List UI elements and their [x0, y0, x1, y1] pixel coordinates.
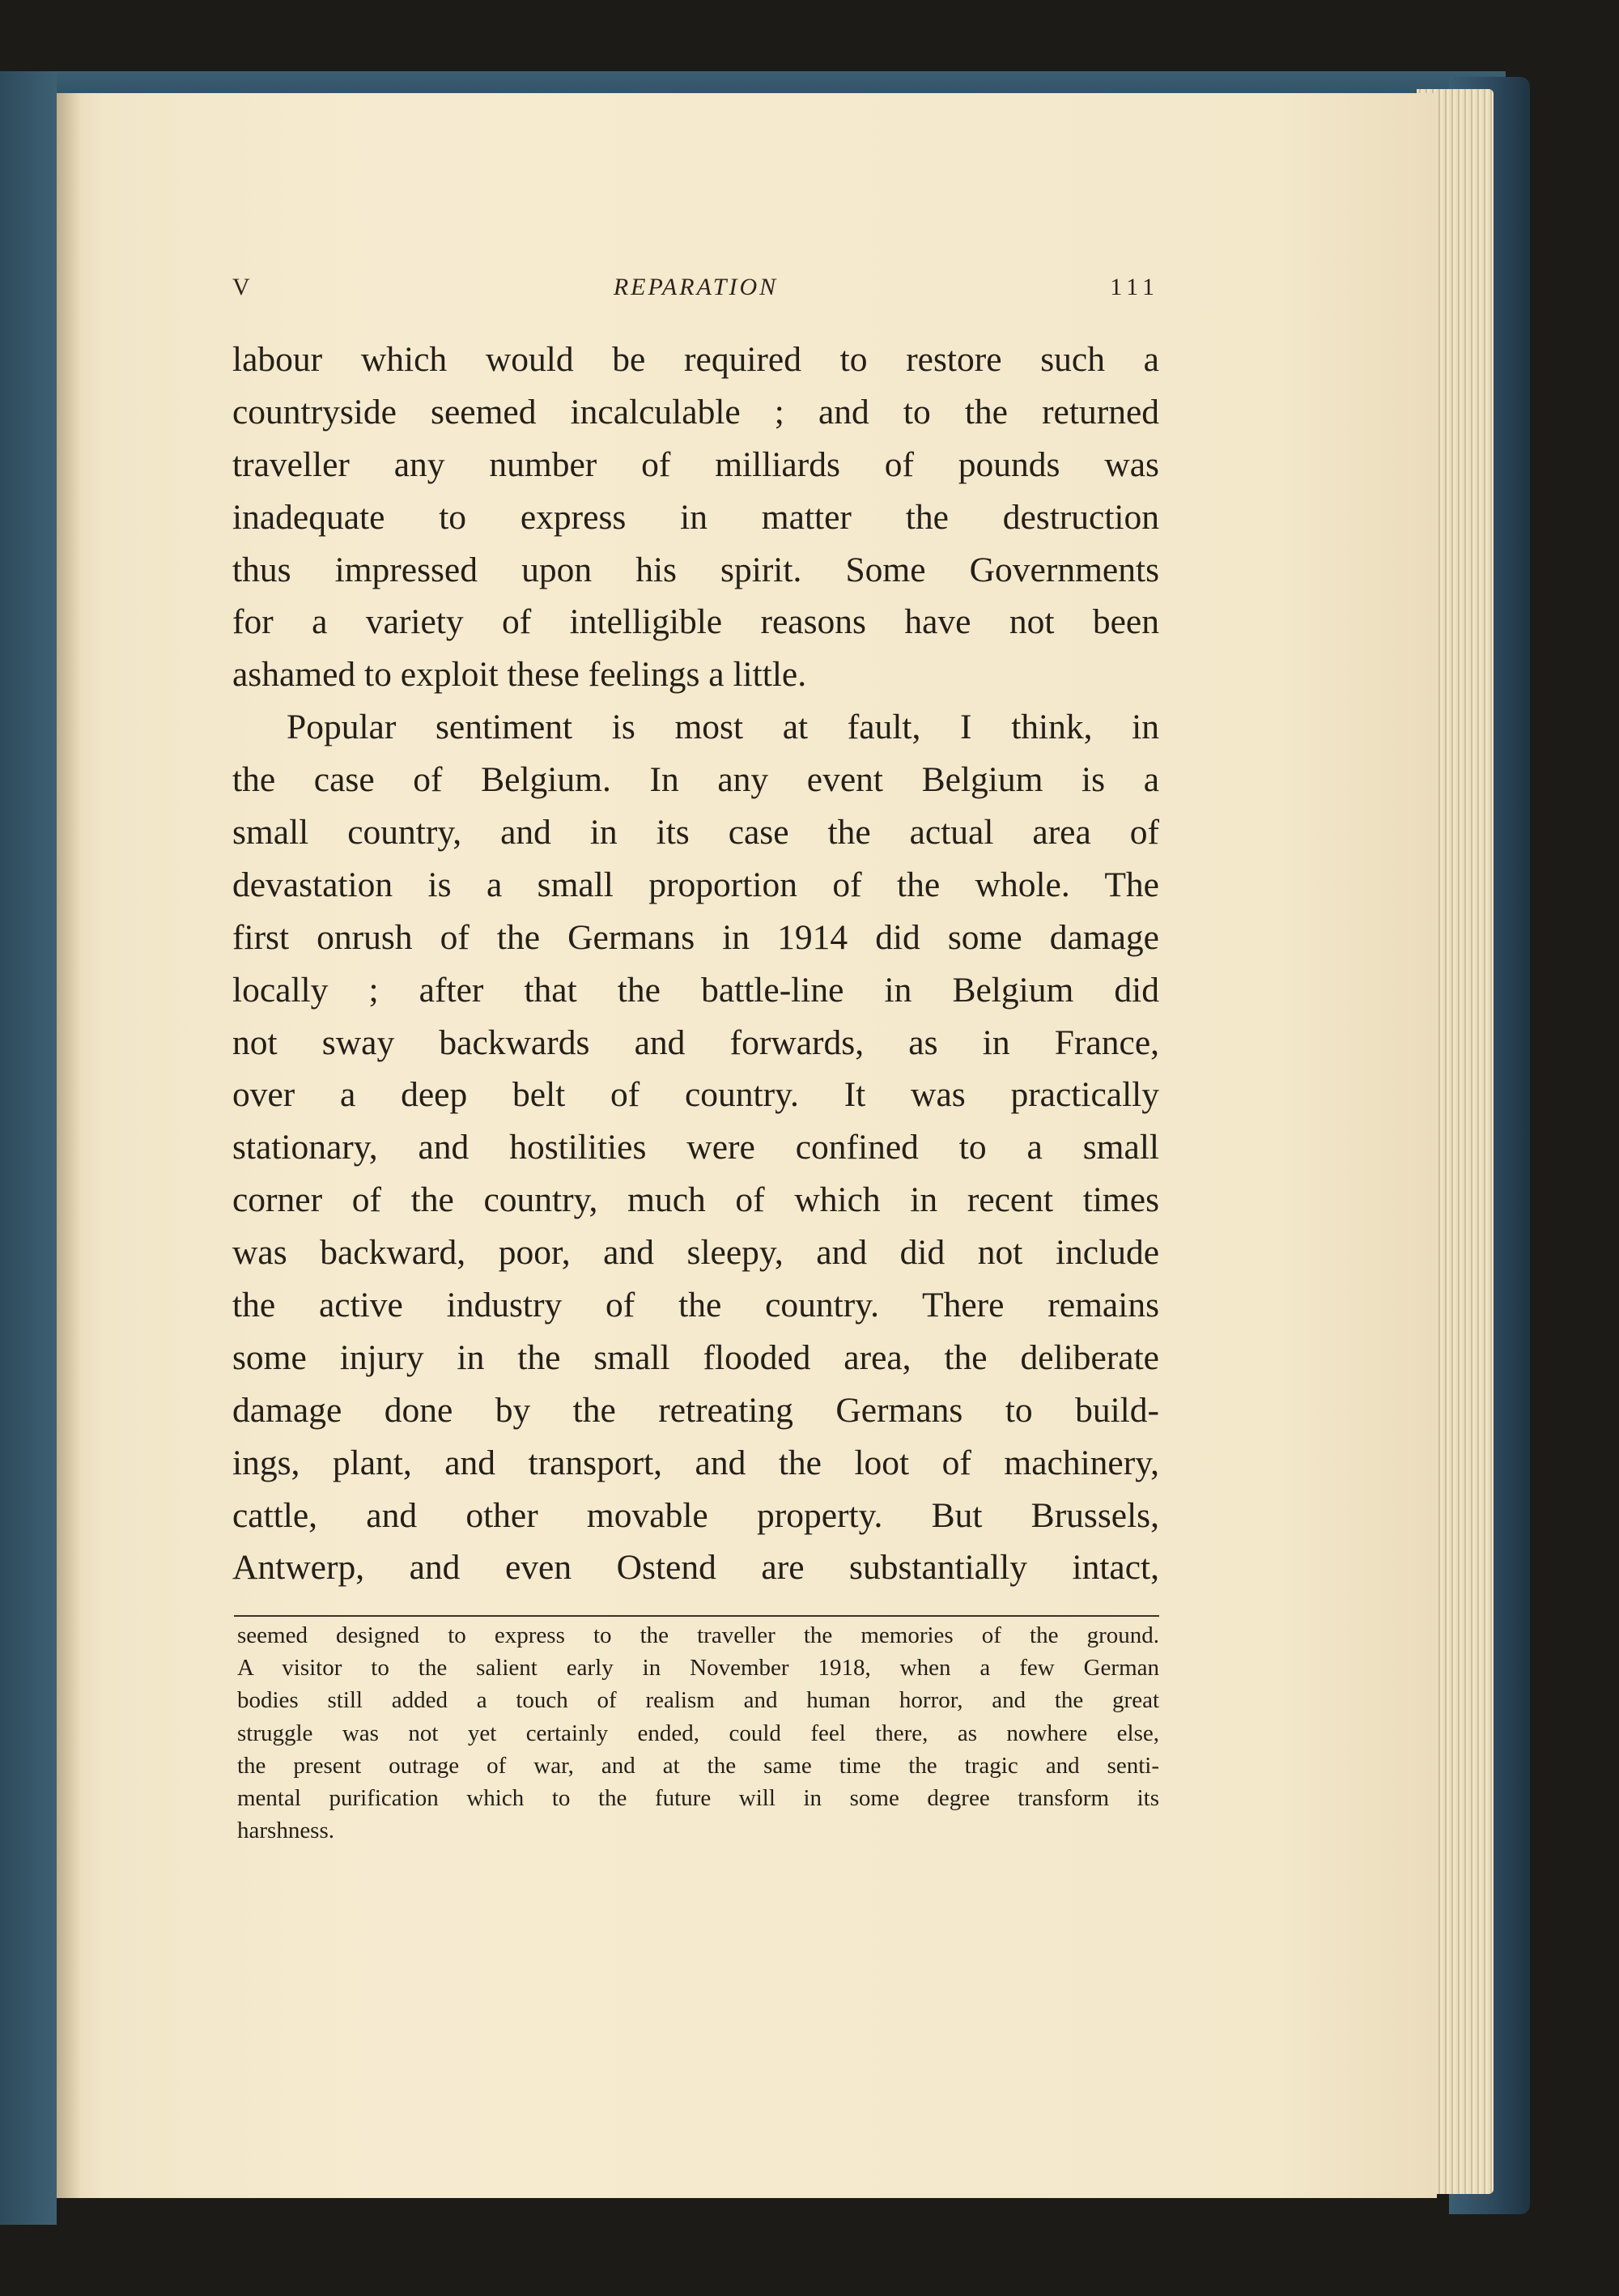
paragraph-first-line: Popular sentiment is most at fault, I think, in: [287, 708, 1159, 747]
text-line: thus impressed upon his spirit. Some Governments: [232, 550, 1159, 589]
text-line: over a deep belt of country. It was practically: [232, 1075, 1159, 1115]
text-line: countryside seemed incalculable ; and to the returned: [232, 392, 1159, 432]
footnote-line: A visitor to the salient early in November 1918, when a few German: [237, 1655, 1159, 1682]
text-line: corner of the country, much of which in recent times: [232, 1180, 1159, 1220]
text-line: was backward, poor, and sleepy, and did not include: [232, 1233, 1159, 1273]
text-line: inadequate to express in matter the destruction: [232, 497, 1159, 537]
footnote-line: bodies still added a touch of realism and human horror, and the great: [237, 1687, 1159, 1714]
footnote-line: harshness.: [237, 1818, 335, 1844]
footnote-line: struggle was not yet certainly ended, could feel there, as nowhere else,: [237, 1720, 1159, 1746]
text-line: ings, plant, and transport, and the loot of machinery,: [232, 1443, 1159, 1482]
text-line: traveller any number of milliards of pounds was: [232, 444, 1159, 484]
footnote-line: seemed designed to express to the traveller the memories of the ground.: [237, 1622, 1159, 1648]
text-line: not sway backwards and forwards, as in France,: [232, 1023, 1159, 1062]
body-text: [232, 334, 1159, 1594]
chapter-number: V: [232, 274, 250, 300]
footnote-rule: [234, 1615, 1159, 1617]
text-line: labour which would be required to restore such a: [232, 340, 1159, 379]
running-title: REPARATION: [613, 274, 779, 300]
footnote-line: the present outrage of war, and at the same time the tragic and senti-: [237, 1752, 1159, 1779]
text-line: stationary, and hostilities were confined to a small: [232, 1128, 1159, 1167]
text-line: damage done by the retreating Germans to build-: [232, 1390, 1159, 1430]
text-line: Antwerp, and even Ostend are substantially intact,: [232, 1548, 1159, 1588]
running-header: [232, 274, 1159, 314]
text-line: small country, and in its case the actual area of: [232, 813, 1159, 852]
text-line: locally ; after that the battle-line in Belgium did: [232, 970, 1159, 1010]
text-line: the case of Belgium. In any event Belgium is a: [232, 760, 1159, 800]
footnote-line: mental purification which to the future will in some degree transform its: [237, 1784, 1159, 1811]
text-line: ashamed to exploit these feelings a little.: [232, 655, 807, 695]
book-cover-left: [0, 71, 57, 2225]
text-line: first onrush of the Germans in 1914 did some damage: [232, 917, 1159, 957]
page-gutter-shadow: [57, 93, 81, 2198]
text-line: cattle, and other movable property. But Brussels,: [232, 1495, 1159, 1535]
footnote: [237, 1619, 1159, 1847]
text-line: some injury in the small flooded area, the deliberate: [232, 1337, 1159, 1377]
page-number: 111: [1110, 274, 1159, 300]
text-line: the active industry of the country. There remains: [232, 1286, 1159, 1325]
text-line: for a variety of intelligible reasons have not been: [232, 602, 1159, 642]
text-line: devastation is a small proportion of the whole. The: [232, 865, 1159, 904]
